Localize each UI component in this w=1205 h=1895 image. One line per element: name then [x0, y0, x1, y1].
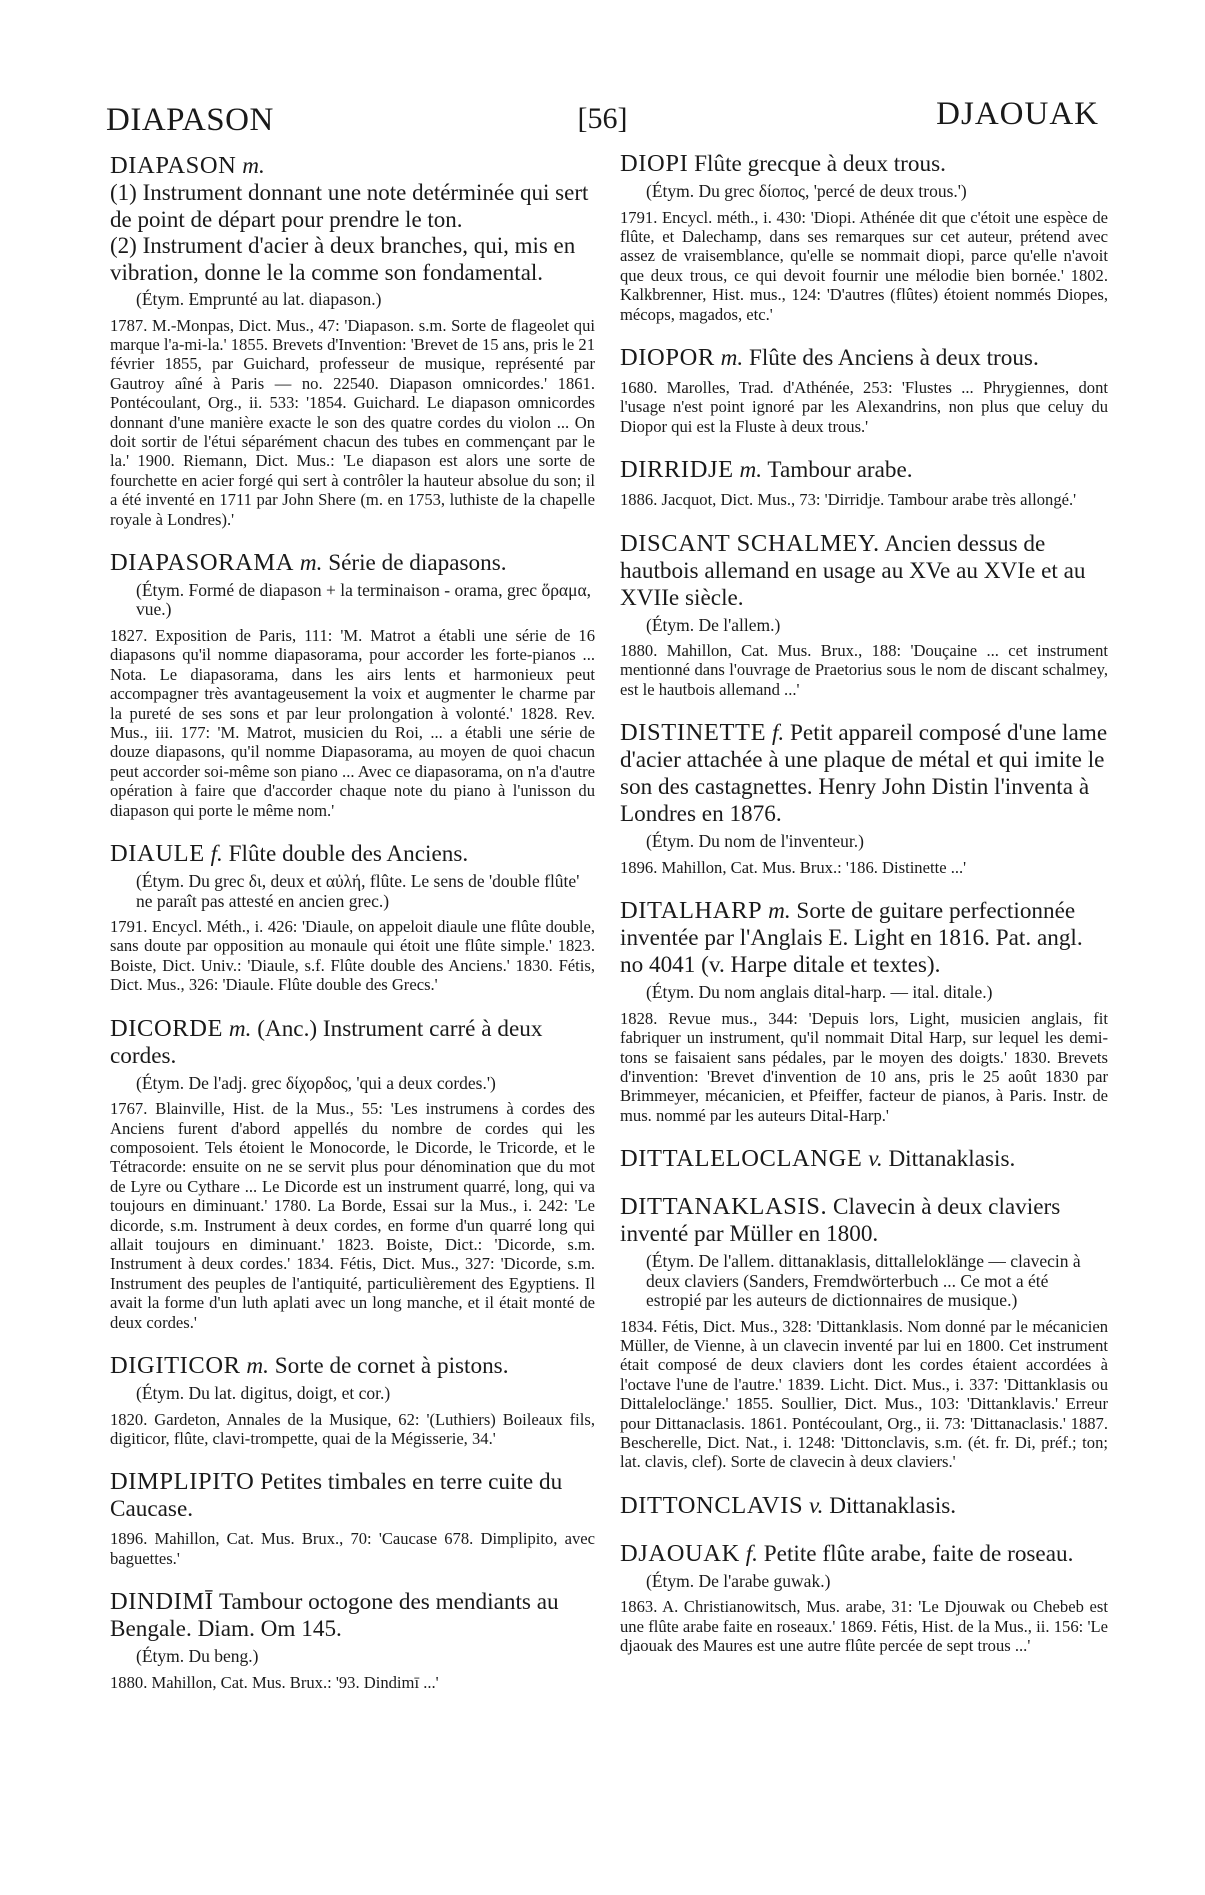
entry-headword: DIMPLIPITO [110, 1468, 255, 1496]
definition-text: Clavecin à deux claviers inventé par Müller en 1800. [620, 1194, 1061, 1248]
entry-headword: DISCANT SCHALMEY. [620, 529, 880, 557]
entry-definition-line [110, 1352, 595, 1380]
citations: 1820. Gardeton, Annales de la Musique, 62: '(Luthiers) Boileaux fils, digiticor, flûte, clavi-trompette, quai de la Mégisserie, 34.' [110, 1409, 595, 1448]
definition-text: Tambour arabe. [767, 457, 913, 484]
entry-headword: DITTONCLAVIS [620, 1491, 804, 1519]
grammar-label: m. [739, 457, 763, 484]
definition-text: Sorte de cornet à pistons. [274, 1353, 509, 1380]
etymology: (Étym. De l'arabe guwak.) [646, 1570, 831, 1591]
entry-definition-line [620, 1492, 1108, 1520]
grammar-label: f. [745, 1540, 758, 1567]
entry-headword: DIOPOR [620, 343, 715, 371]
entry-definition-line [110, 1588, 595, 1643]
citations: 1863. A. Christianowitsch, Mus. arabe, 31: 'Le Djouwak ou Chebeb est une flûte arabe faite en roseaux.' 1869. Fétis, Hist. de la Mus., ii. 156: 'Le djaouak des Maures est une autre flûte percée de sept trous ...' [620, 1597, 1108, 1656]
sense-definition: (1) Instrument donnant une note detérminée qui sert de point de départ pour prendre le ton. [110, 180, 589, 232]
definition-text: Dittanaklasis. [829, 1492, 957, 1519]
definition-text: Tambour octogone des mendiants au Bengale. Diam. Om 145. [110, 1589, 559, 1643]
definition-text: Petite flûte arabe, faite de roseau. [763, 1540, 1074, 1567]
etymology: (Étym. Du nom anglais dital-harp. — ital. ditale.) [646, 982, 993, 1003]
entry-headword: DISTINETTE [620, 719, 767, 747]
entry-definition-line [620, 456, 1108, 484]
etymology: (Étym. Du grec δίοπος, 'percé de deux trous.') [646, 181, 967, 201]
etymology: (Étym. Emprunté au lat. diapason.) [136, 289, 382, 309]
etymology: (Étym. Du lat. digitus, doigt, et cor.) [136, 1383, 391, 1404]
citations: 1828. Revue mus., 344: 'Depuis lors, Light, musicien anglais, fit fabriquer un instrument, qu'il nommait Dital Harp, sur lequel les demi-tons se faisaient sans pédales, par le moyen des doigts.' 1830. Brevets d'invention: 'Brevet d'invention de 10 ans, pris le 25 août 1830 par Brimmeyer, mécanicien, et Pfeiffer, facteur de pianos, à Paris. Instr. de mus. nommé par les auteurs Dital-Harp.' [620, 1008, 1108, 1125]
etymology: (Étym. De l'allem.) [646, 614, 781, 635]
citations: 1896. Mahillon, Cat. Mus. Brux., 70: 'Caucase 678. Dimplipito, avec baguettes.' [110, 1529, 595, 1568]
citations: 1880. Mahillon, Cat. Mus. Brux.: '93. Dindimī ...' [110, 1672, 439, 1692]
definition-text: Petit appareil composé d'une lame d'acier attachée à une plaque de métal et qui imite le son des castagnettes. Henry John Distin l'inventa à Londres en 1876. [620, 720, 1108, 828]
dictionary-entry [110, 840, 595, 995]
entry-definition-line [620, 897, 1108, 979]
dictionary-entry [620, 1145, 1108, 1173]
running-head [106, 96, 1099, 148]
citations: 1787. M.-Monpas, Dict. Mus., 47: 'Diapason. s.m. Sorte de flageolet qui marque l'a-mi-la.' 1855. Brevets d'Invention: 'Brevet de 15 ans, pris le 21 février 1855, par Guichard, professeur de musique, représenté par Gautroy aîné à Paris — no. 22540. Diapason omnicordes.' 1861. Pontécoulant, Org., ii. 533: '1854. Guichard. Le diapason omnicordes donnant d'une manière exacte le son des quatre cordes du violon ... On doit sortir de l'étui séparément chacun des tubes en commençant par le la.' 1900. Riemann, Dict. Mus.: 'Le diapason est alors une sorte de fourchette en acier forgé qui sert à contrôler la hauteur absolue du son; il a été inventé en 1711 par John Shere (m. en 1753, luthiste de la chapelle royale à Londres).' [110, 315, 595, 529]
entry-headword: DITTALELOCLANGE [620, 1145, 863, 1173]
header-left-keyword: DIAPASON [106, 102, 274, 138]
definition-text: Sorte de guitare perfectionnée inventée par l'Anglais E. Light en 1816. Pat. angl. no 4041 (v. Harpe ditale et textes). [620, 898, 1083, 979]
left-column [110, 152, 595, 1712]
dictionary-entry [110, 152, 595, 529]
entry-definition-line [620, 344, 1108, 372]
sense-definition: (2) Instrument d'acier à deux branches, qui, mis en vibration, donne le la comme son fondamental. [110, 233, 576, 285]
grammar-label: m. [768, 898, 791, 925]
grammar-label: m. [242, 153, 265, 179]
entry-headword: DITALHARP [620, 897, 763, 925]
entry-definition-line [110, 152, 595, 180]
dictionary-entry [620, 897, 1108, 1125]
entry-headword: DIRRIDJE [620, 456, 734, 484]
entry-definition-line [620, 530, 1108, 612]
etymology: (Étym. Du grec δι, deux et αὐλή, flûte. Le sens de 'double flûte' ne paraît pas attesté en ancien grec.) [136, 871, 580, 911]
etymology: (Étym. De l'allem. dittanaklasis, dittalleloklänge — clavecin à deux claviers (Sanders, Fremdwörterbuch ... Ce mot a été estropié par les auteurs de dictionnaires de musique.) [646, 1251, 1081, 1311]
citations: 1880. Mahillon, Cat. Mus. Brux., 188: 'Douçaine ... cet instrument mentionné dans l'ouvrage de Praetorius sous le nom de discant schalmey, est le hautbois allemand ...' [620, 641, 1108, 699]
entry-headword: DINDIMĪ [110, 1588, 214, 1616]
definition-text: Ancien dessus de hautbois allemand en usage au XVe au XVIe et au XVIIe siècle. [620, 530, 1086, 611]
entry-definition-line [620, 1193, 1108, 1248]
dictionary-entry [110, 1015, 595, 1332]
entry-definition-line [620, 1145, 1108, 1173]
citations: 1791. Encycl. Méth., i. 426: 'Diaule, on appeloit diaule une flûte double, sans doute par opposition au monaule qui étoit une flûte simple.' 1823. Boiste, Dict. Univ.: 'Diaule, s.f. Flûte double des Anciens.' 1830. Fétis, Dict. Mus., 326: 'Diaule. Flûte double des Grecs.' [110, 917, 595, 995]
definition-text: Flûte des Anciens à deux trous. [748, 344, 1039, 371]
entry-headword: DIGITICOR [110, 1352, 241, 1380]
citations: 1896. Mahillon, Cat. Mus. Brux.: '186. Distinette ...' [620, 857, 967, 877]
grammar-label: v. [868, 1146, 883, 1173]
entry-headword: DITTANAKLASIS. [620, 1193, 828, 1221]
dictionary-entry [620, 344, 1108, 436]
citations: 1886. Jacquot, Dict. Mus., 73: 'Dirridje. Tambour arabe très allongé.' [620, 490, 1077, 510]
page-number: [56] [577, 102, 628, 135]
citations: 1834. Fétis, Dict. Mus., 328: 'Dittanklasis. Nom donné par le mécanicien Müller, de Vienne, à un clavecin inventé par lui en 1800. Cet instrument était composé de deux claviers dont les cordes étaient accordées à l'octave l'une de l'autre.' 1839. Licht. Dict. Mus., i. 337: 'Dittanklasis ou Dittaleloclänge.' 1855. Soullier, Dict. Mus., 103: 'Dittanklavis.' Erreur pour Dittanaclasis. 1861. Pontécoulant, Org., ii. 73: 'Dittanaclasis.' 1887. Bescherelle, Dict. Nat., i. 1248: 'Dittonclavis, s.m. (ét. fr. Di, préf.; ton; lat. clavis, clef). Sorte de clavecin à deux claviers.' [620, 1316, 1108, 1472]
grammar-label: v. [809, 1492, 824, 1519]
citations: 1767. Blainville, Hist. de la Mus., 55: 'Les instrumens à cordes des Anciens furent d'abord appellés du nombre de cordes qui les composoient. Tels étoient le Monocorde, le Dicorde, le Tricorde, et le Tétracorde: ensuite on ne se servit plus pour dénomination que du mot de Lyre ou Cythare ... Le Dicorde est un instrument quarré, long, qui va toujours en diminuant.' 1780. La Borde, Essai sur la Mus., i. 242: 'Le dicorde, s.m. Instrument à deux cordes, en forme d'un quarré long qui allait toujours en diminuant.' 1823. Boiste, Dict.: 'Dicorde, s.m. Instrument à deux cordes.' 1834. Fétis, Dict. Mus., 327: 'Dicorde, s.m. Instrument des peuples de l'antiquité, particulièrement des Egyptiens. Il avait la forme d'un luth aplati avec un long manche, et il était monté de deux cordes.' [110, 1099, 595, 1332]
citations: 1680. Marolles, Trad. d'Athénée, 253: 'Flustes ... Phrygiennes, dont l'usage n'est point ignoré par les Alexandrins, non plus que celuy du Diopor qui est la Fluste à deux trous.' [620, 377, 1108, 436]
definition-text: Dittanaklasis. [888, 1146, 1016, 1173]
citations: 1827. Exposition de Paris, 111: 'M. Matrot a établi une série de 16 diapasons qu'il nomme diapasorama, pour accorder les forte-pianos ... Nota. Le diapasorama, dans les airs lents et harmonieux peut accompagner très avantageusement la voix et augmenter le charme par la pureté de ses sons et par leur prolongation à volonté.' 1828. Rev. Mus., iii. 177: 'M. Matrot, musicien du Roi, ... a établi une série de douze diapasons, qu'il nomme Diapasorama, au moyen de quoi chacun peut accorder soi-même son piano ... Avec ce diapasorama, on n'a d'autre opération à faire que d'accorder chaque note du piano à l'unisson du diapason qui porte le même nom.' [110, 625, 595, 820]
citations: 1791. Encycl. méth., i. 430: 'Diopi. Athénée dit que c'étoit une espèce de flûte, et Dalechamp, dans ses remarques sur cet auteur, prétend avec assez de vraisemblance, qu'elle se nommait diopi, parce qu'elle n'avoit que deux trous, ce qui devoit fournir une mélodie bien bornée.' 1802. Kalkbrenner, Hist. mus., 124: 'D'autres (flûtes) étoient nommés Diopes, mécops, magados, etc.' [620, 207, 1108, 324]
entry-headword: DIAPASON [110, 152, 237, 179]
header-right-keyword: DJAOUAK [936, 96, 1099, 132]
dictionary-entry [110, 1588, 595, 1692]
entry-headword: DIAPASORAMA [110, 548, 295, 576]
dictionary-entry [110, 1352, 595, 1448]
entry-definition-line [620, 1540, 1108, 1568]
dictionary-entry [620, 1492, 1108, 1520]
etymology: (Étym. Formé de diapason + la terminaison - orama, grec ὅραμα, vue.) [136, 579, 592, 620]
definition-text: Flûte grecque à deux trous. [694, 151, 946, 177]
dictionary-entry [620, 1540, 1108, 1656]
entry-definition-line [620, 150, 1108, 178]
definition-text: Série de diapasons. [328, 549, 507, 576]
dictionary-entry [620, 150, 1108, 324]
grammar-label: f. [771, 720, 785, 747]
etymology: (Étym. De l'adj. grec δίχορδος, 'qui a deux cordes.') [136, 1072, 496, 1093]
entry-definition-line [110, 1015, 595, 1070]
dictionary-entry [620, 719, 1108, 877]
grammar-label: m. [299, 549, 323, 576]
entry-definition-line [110, 549, 595, 577]
entry-definition-line [110, 1468, 595, 1523]
entry-headword: DIAULE [110, 840, 205, 868]
dictionary-entry [620, 456, 1108, 509]
grammar-label: m. [228, 1015, 252, 1042]
grammar-label: m. [720, 344, 744, 371]
entry-definition-line [110, 840, 595, 868]
entry-headword: DJAOUAK [620, 1539, 740, 1567]
grammar-label: f. [210, 841, 223, 868]
definition-text: (Anc.) Instrument carré à deux cordes. [110, 1015, 543, 1069]
definition-text: Petites timbales en terre cuite du Caucase. [110, 1469, 563, 1523]
dictionary-entry [110, 549, 595, 820]
dictionary-entry [110, 1468, 595, 1568]
grammar-label: m. [246, 1353, 269, 1380]
definition-text: Flûte double des Anciens. [228, 841, 469, 868]
entry-headword: DICORDE [110, 1014, 224, 1042]
right-column [620, 150, 1108, 1676]
dictionary-entry [620, 1193, 1108, 1472]
entry-definition-line [620, 719, 1108, 828]
dictionary-entry [620, 530, 1108, 700]
etymology: (Étym. Du nom de l'inventeur.) [646, 831, 864, 852]
entry-headword: DIOPI [620, 150, 689, 177]
etymology: (Étym. Du beng.) [136, 1646, 259, 1667]
